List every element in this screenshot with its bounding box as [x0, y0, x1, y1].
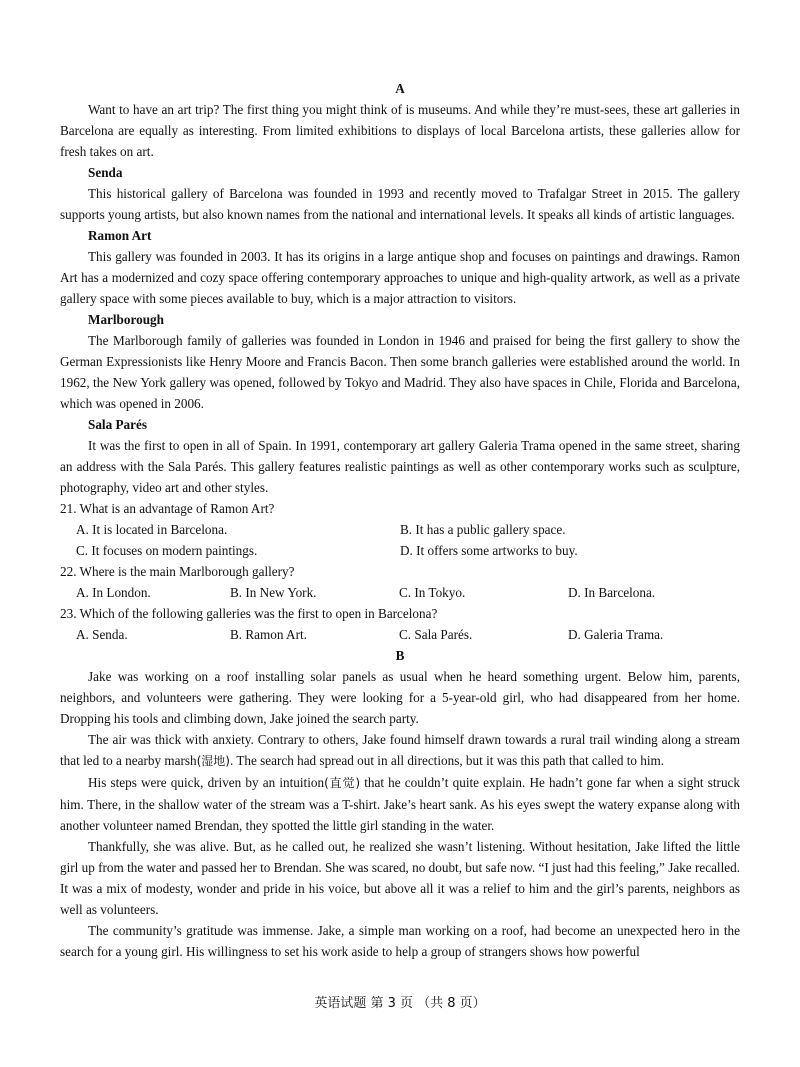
question-23: 23. Which of the following galleries was the first to open in Barcelona? — [60, 606, 438, 621]
gallery-heading-senda: Senda — [88, 165, 123, 180]
gallery-text-marlborough: The Marlborough family of galleries was founded in London in 1946 and praised for being the first gallery to show the German Expressionists like Henry Moore and Francis Bacon. Then some branch galleries were established around the world. In 1962, the New York gallery was opened, followed by Tokyo and Madrid. They also have spaces in Chile, Florida and Barcelona, which was opened in 2006. — [60, 333, 740, 411]
story-paragraph-3 — [60, 772, 740, 836]
option-23a: A. Senda. — [76, 627, 128, 642]
section-b-title: B — [395, 648, 405, 663]
story-paragraph-2-text: The air was thick with anxiety. Contrary to others, Jake found himself drawn towards a rural trail winding along a stream that led to a nearby marsh — [60, 732, 740, 768]
gallery-text-senda: This historical gallery of Barcelona was founded in 1993 and recently moved to Trafalgar Street in 2015. The gallery supports young artists, but also known names from the national and international levels. It speaks all kinds of artistic languages. — [60, 186, 740, 222]
option-23d: D. Galeria Trama. — [568, 627, 664, 642]
question-23-options — [60, 624, 740, 645]
gallery-heading-marlborough: Marlborough — [88, 312, 164, 327]
option-21c: C. It focuses on modern paintings. — [76, 543, 258, 558]
gallery-text-ramon-art: This gallery was founded in 2003. It has its origins in a large antique shop and focuses on paintings and drawings. Ramon Art has a modernized and cozy space offering contemporary approaches to unique and high-quality artwork, as well as a private gallery space with some pieces available to buy, which is a major attraction to visitors. — [60, 249, 740, 306]
option-22a: A. In London. — [76, 585, 151, 600]
story-paragraph-4: Thankfully, she was alive. But, as he called out, he realized she wasn’t listening. Without hesitation, Jake lifted the little girl up from the water and passed her to Brendan. She was scared, no doubt, but safe now. “I just had this feeling,” Jake recalled. It was a mix of modesty, wonder and pride in his voice, but above all it was a relief to him and the girl’s parents, neighbors as well as volunteers. — [60, 839, 740, 917]
gloss-marsh: (湿地) — [196, 754, 230, 768]
section-a-title: A — [395, 81, 405, 96]
option-22d: D. In Barcelona. — [568, 585, 656, 600]
option-21a: A. It is located in Barcelona. — [76, 522, 228, 537]
story-paragraph-2 — [60, 729, 740, 772]
gallery-heading-ramon-art: Ramon Art — [88, 228, 152, 243]
gallery-text-sala-pares: It was the first to open in all of Spain. In 1991, contemporary art gallery Galeria Trama opened in the same street, sharing an address with the Sala Parés. This gallery features realistic paintings as well as other contemporary works such as sculpture, photography, video art and other styles. — [60, 438, 740, 495]
option-21b: B. It has a public gallery space. — [400, 522, 566, 537]
gallery-heading-sala-pares: Sala Parés — [88, 417, 147, 432]
page-footer: 英语试题 第 3 页 （共 8 页） — [314, 996, 486, 1011]
question-21: 21. What is an advantage of Ramon Art? — [60, 501, 275, 516]
story-paragraph-2-end: . The search had spread out in all directions, but it was this path that called to him. — [229, 753, 665, 768]
question-22: 22. Where is the main Marlborough gallery? — [60, 564, 295, 579]
option-22c: C. In Tokyo. — [399, 585, 466, 600]
page-content — [60, 78, 740, 962]
option-23c: C. Sala Parés. — [399, 627, 473, 642]
option-23b: B. Ramon Art. — [230, 627, 307, 642]
option-21d: D. It offers some artworks to buy. — [400, 543, 578, 558]
story-paragraph-3-text: His steps were quick, driven by an intuition — [88, 775, 325, 790]
story-paragraph-1: Jake was working on a roof installing solar panels as usual when he heard something urgent. Below him, parents, neighbors, and volunteers were gathering. They were looking for a 5-year-old girl, who had disappeared from her home. Dropping his tools and climbing down, Jake joined the search party. — [60, 669, 740, 726]
option-22b: B. In New York. — [230, 585, 317, 600]
question-21-options — [60, 519, 740, 561]
question-22-options — [60, 582, 740, 603]
story-paragraph-5: The community’s gratitude was immense. Jake, a simple man working on a roof, had become an unexpected hero in the search for a young girl. His willingness to set his work aside to help a group of strangers shows how powerful — [60, 923, 740, 959]
intro-paragraph: Want to have an art trip? The first thing you might think of is museums. And while they’re must-sees, these art galleries in Barcelona are equally as interesting. From limited exhibitions to displays of local Barcelona artists, these galleries allow for fresh takes on art. — [60, 102, 740, 159]
gloss-intuition: (直觉) — [324, 776, 361, 790]
story-paragraph-3-end: that he couldn’t quite explain. He hadn’t gone far when a sight struck him. There, in the shallow water of the stream was a T-shirt. Jake’s heart sank. As his eyes swept the watery expanse along with another volunteer named Brendan, they spotted the little girl standing in the water. — [60, 775, 740, 833]
